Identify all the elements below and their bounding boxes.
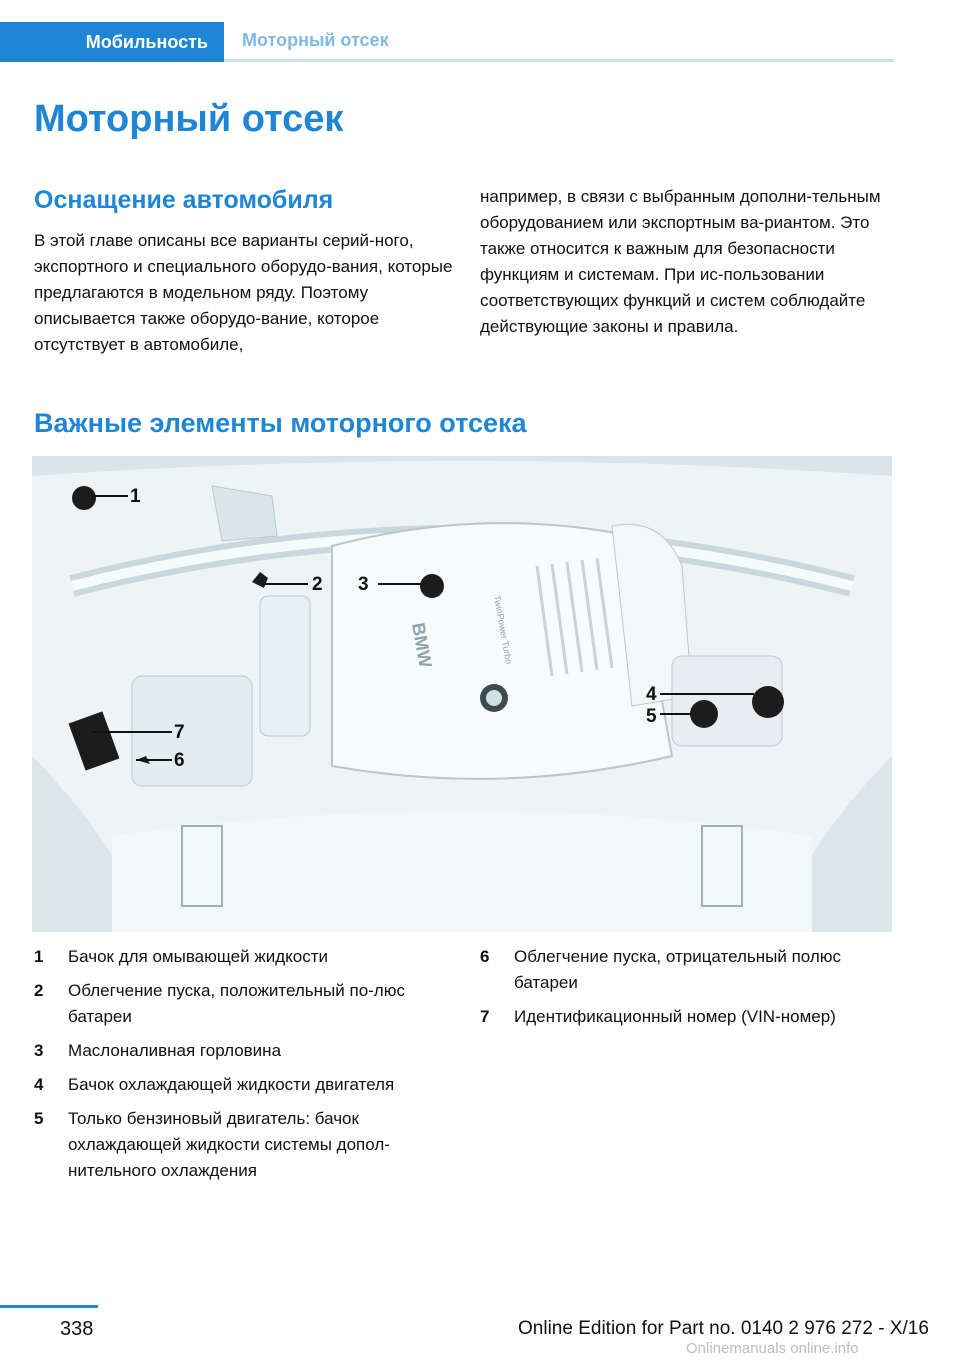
callout-7: 7 <box>174 722 185 743</box>
footer-accent-bar <box>0 1305 98 1308</box>
legend-text: Бачок охлаждающей жидкости двигателя <box>68 1075 395 1094</box>
legend-item <box>480 1004 900 1030</box>
legend-item <box>34 1038 454 1064</box>
legend-text: Идентификационный номер (VIN-номер) <box>514 1007 836 1026</box>
cap-washer-fluid <box>72 486 96 510</box>
engine-compartment-photo <box>32 456 892 932</box>
legend-number: 2 <box>34 981 44 1000</box>
legend-number: 4 <box>34 1075 44 1094</box>
legend-number: 3 <box>34 1041 44 1060</box>
legend-number: 7 <box>480 1007 490 1026</box>
callout-4: 4 <box>646 684 657 705</box>
section-title: Оснащение автомобиля <box>34 186 334 214</box>
edition-info: Online Edition for Part no. 0140 2 976 272 - X/16 <box>518 1318 929 1339</box>
legend-left <box>34 944 454 1192</box>
legend-number: 6 <box>480 947 490 966</box>
legend-item <box>480 944 900 996</box>
callout-2: 2 <box>312 574 323 595</box>
section-paragraph-left: В этой главе описаны все варианты серий-ного, экспортного и специального оборудо-вания, которые предлагаются в модельном ряду. Поэтому описывается также оборудо-вание, которое отсутствует в автомобиле, <box>34 231 453 354</box>
tab-mobility[interactable]: Мобильность <box>0 22 224 62</box>
callout-1: 1 <box>130 486 141 507</box>
legend-number: 1 <box>34 947 44 966</box>
callout-3: 3 <box>358 574 369 595</box>
legend-right <box>480 944 900 1038</box>
legend-item <box>34 1072 454 1098</box>
page-number: 338 <box>60 1318 94 1340</box>
legend-text: Только бензиновый двигатель: бачок охлаждающей жидкости системы допол-нительного охлаждения <box>68 1109 390 1180</box>
legend-text: Облегчение пуска, отрицательный полюс батареи <box>514 947 842 992</box>
legend-text: Облегчение пуска, положительный по-люс батареи <box>68 981 405 1026</box>
callout-6: 6 <box>174 750 185 771</box>
legend-text: Маслоналивная горловина <box>68 1041 282 1060</box>
hood-sub-text: TwinPower Turbo <box>492 594 514 665</box>
legend-item <box>34 1106 454 1184</box>
watermark: Onlinemanuals online.info <box>686 1340 859 1357</box>
legend-text: Бачок для омывающей жидкости <box>68 947 329 966</box>
tab-engine-compartment[interactable]: Моторный отсек <box>224 22 894 62</box>
subsection-title: Важные элементы моторного отсека <box>34 408 527 438</box>
legend-item <box>34 944 454 970</box>
section-paragraph-right: например, в связи с выбранным дополни-тельным оборудованием или экспортным ва-риантом. Это также относится к важным для безопасности функциям и системам. При ис-пользовании соответствующих функций и систем соблюдайте действующие законы и правила. <box>480 187 881 336</box>
callout-5: 5 <box>646 706 657 727</box>
legend-number: 5 <box>34 1109 44 1128</box>
legend-item <box>34 978 454 1030</box>
page-title: Моторный отсек <box>34 98 344 140</box>
hood-logo-text: BMW <box>408 621 436 669</box>
